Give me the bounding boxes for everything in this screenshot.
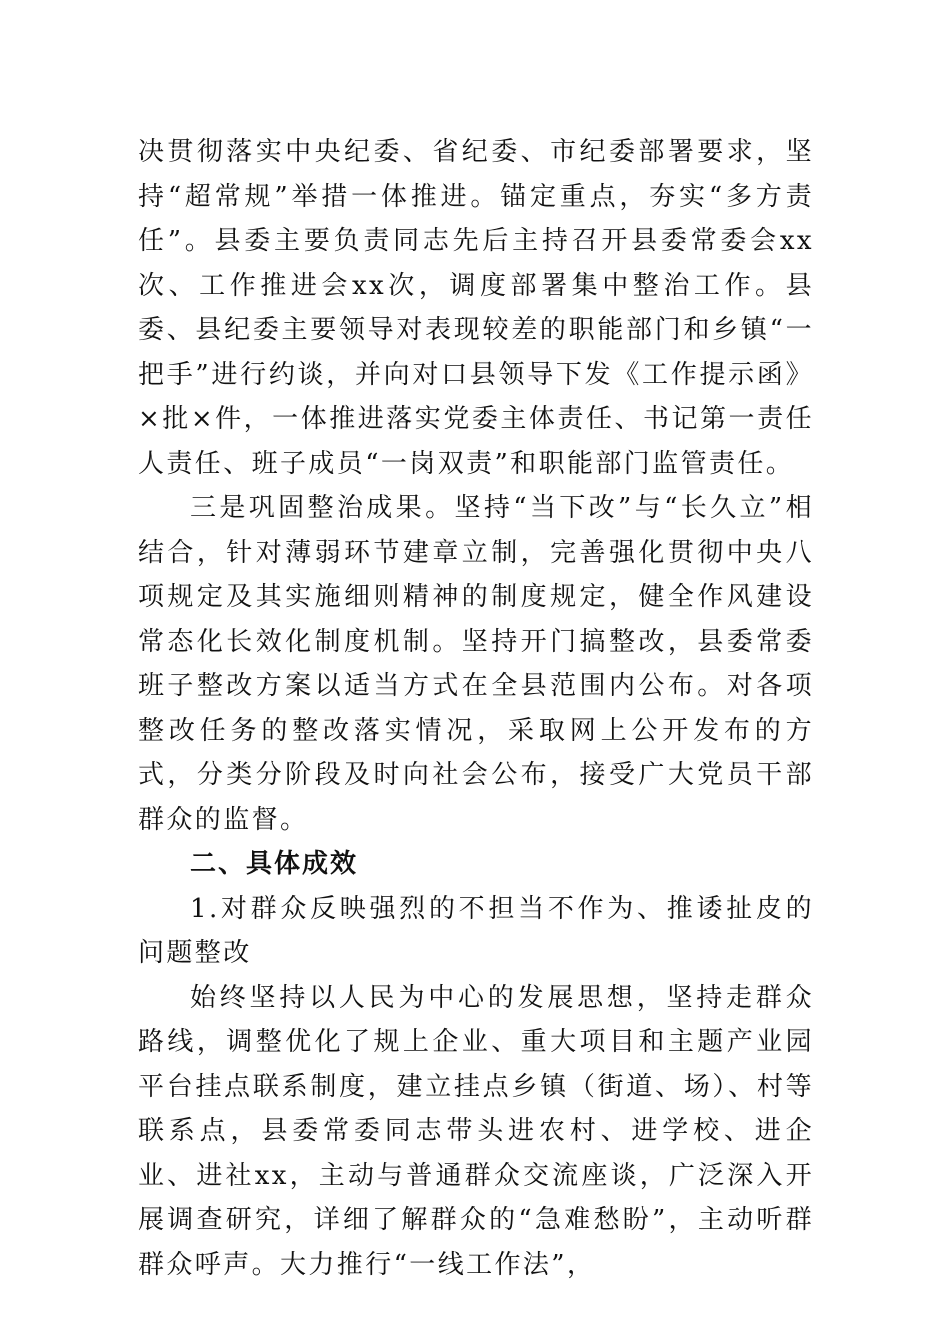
document-page: [138, 130, 814, 1287]
section-heading: 二、具体成效: [190, 849, 359, 879]
paragraph-continuation: 决贯彻落实中央纪委、省纪委、市纪委部署要求，坚持“超常规”举措一体推进。锚定重点，夯实“多方责任”。县委主要负责同志先后主持召开县委常委会xx次、工作推进会xx次，调度部署集中整治工作。县委、县纪委主要领导对表现较差的职能部门和乡镇“一把手”进行约谈，并向对口县领导下发《工作提示函》×批×件，一体推进落实党委主体责任、书记第一责任人责任、班子成员“一岗双责”和职能部门监管责任。: [138, 137, 814, 479]
paragraph-people-centered: 始终坚持以人民为中心的发展思想，坚持走群众路线，调整优化了规上企业、重大项目和主题产业园平台挂点联系制度，建立挂点乡镇（街道、场）、村等联系点，县委常委同志带头进农村、进学校、进企业、进社xx，主动与普通群众交流座谈，广泛深入开展调查研究，详细了解群众的“急难愁盼”，主动听群群众呼声。大力推行“一线工作法”，: [138, 982, 814, 1280]
subheading: 1.对群众反映强烈的不担当不作为、推诿扯皮的问题整改: [138, 893, 814, 968]
paragraph-consolidate-results: 三是巩固整治成果。坚持“当下改”与“长久立”相结合，针对薄弱环节建章立制，完善强化贯彻中央八项规定及其实施细则精神的制度规定，健全作风建设常态化长效化制度机制。坚持开门搞整改，县委常委班子整改方案以适当方式在全县范围内公布。对各项整改任务的整改落实情况，采取网上公开发布的方式，分类分阶段及时向社会公布，接受广大党员干部群众的监督。: [138, 493, 814, 835]
